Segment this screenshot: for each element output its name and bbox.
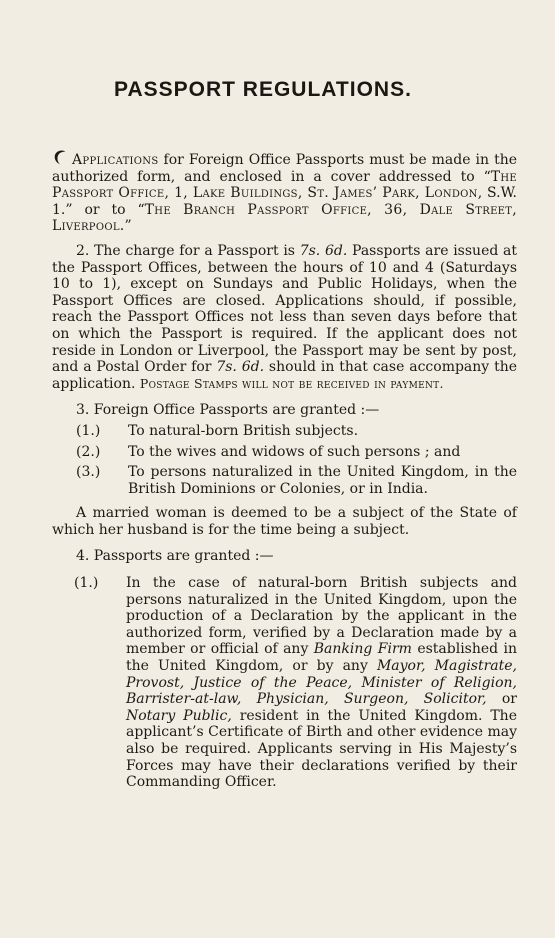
item-text-2: established in the United Kingdom, or by any [126, 641, 518, 675]
item-text-3: or [486, 691, 518, 708]
applications-text-1: for Foreign Office Passports must be made in the authorized form, and enclosed in a cover addressed to “ [52, 152, 517, 185]
list-item-number: (3.) [76, 464, 101, 481]
fee-amount: 7s. 6d. [299, 242, 348, 259]
list-item [52, 423, 517, 440]
applications-text-3: ” [124, 218, 132, 235]
item-text-4: resident in the United Kingdom. The applicant’s Certificate of Birth and other evidence may also be required. Applicants serving in His Majesty’s Forces may have their declarations verified by their Commanding Officer. [126, 707, 517, 791]
page-title: PASSPORT REGULATIONS. [114, 78, 412, 101]
item-text-1: In the case of natural-born British subjects and persons naturalized in the United Kingdom, upon the production of a Declaration by the applicant in the authorized form, verified by a Declaration made by a member or official of any [126, 575, 517, 658]
section-3-heading: 3. Foreign Office Passports are granted :— [76, 402, 380, 419]
applications-text-2: S.W. 1.” or to “ [52, 185, 517, 218]
list-item-number: (1.) [76, 422, 101, 439]
notary-public: Notary Public, [126, 707, 232, 724]
office-address-london: The Passport Office, 1, Lake Buildings, St. James’ Park, London, [52, 168, 517, 202]
banking-firm: Banking Firm [313, 641, 412, 658]
postage-stamps-notice: Postage Stamps will not be received in payment. [139, 375, 444, 391]
charge-text-1: 2. The charge for a Passport is [76, 242, 300, 259]
list-item-text: To natural-born British subjects. [128, 422, 359, 439]
married-woman-note: A married woman is deemed to be a subject of the State of which her husband is for the time being a subject. [52, 505, 517, 538]
section-4-item [52, 575, 517, 791]
list-item-text: To persons naturalized in the United Kingdom, in the British Dominions or Colonies, or in India. [128, 464, 517, 497]
applications-lead: Applications [72, 152, 159, 168]
paragraph-charge [52, 243, 517, 392]
list-item-number: (2.) [76, 443, 101, 460]
charge-text-3: should in that case accompany the application. [52, 359, 517, 392]
list-item-number: (1.) [74, 575, 99, 592]
list-item [52, 444, 517, 461]
office-address-liverpool: The Branch Passport Office, 36, Dale Street, Liverpool. [52, 201, 518, 235]
postal-order-amount: 7s. 6d. [216, 359, 265, 376]
list-item-text: To the wives and widows of such persons ; and [128, 443, 461, 460]
charge-text-2: Passports are issued at the Passport Offices, between the hours of 10 and 4 (Saturdays 10 to 1), except on Sundays and Public Holidays, when the Passport Offices are closed. Applications should, if possible, reach the Passport Offices not less than seven days before that on which the Passport is required. If the applicant does not reside in London or Liverpool, the Passport may be sent by post, and a Postal Order for [52, 242, 518, 376]
paragraph-applications [52, 148, 517, 235]
list-item-text [126, 575, 517, 791]
authorized-roles: Mayor, Magistrate, Provost, Justice of the Peace, Minister of Religion, Barrister-at-law, Physician, Surgeon, Solicitor, [126, 658, 518, 708]
section-4-heading: 4. Passports are granted :— [76, 548, 274, 565]
ornament-icon [52, 148, 70, 166]
list-item [52, 464, 517, 497]
